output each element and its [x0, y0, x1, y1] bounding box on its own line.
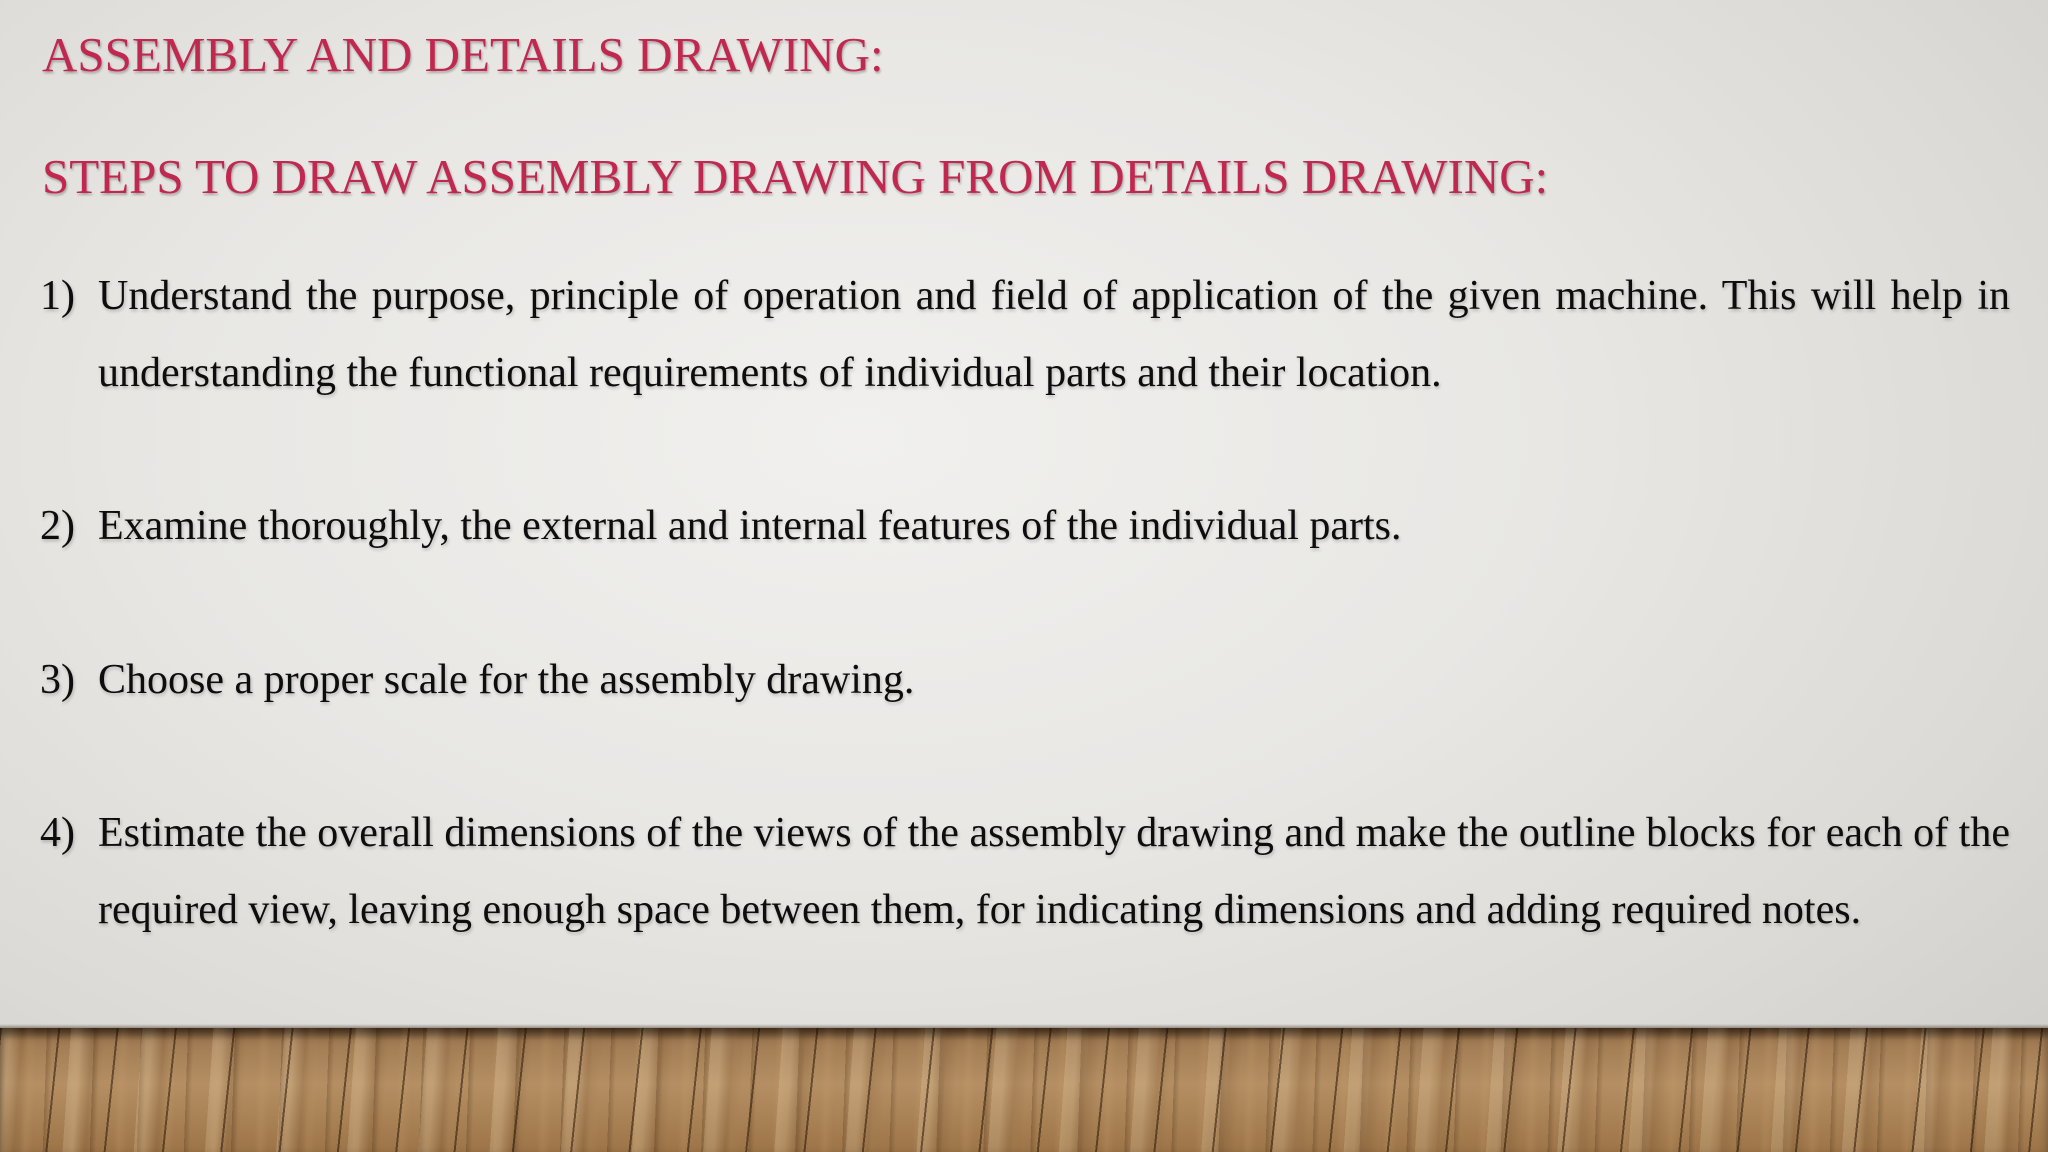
slide-title: ASSEMBLY AND DETAILS DRAWING: [42, 27, 884, 82]
step-number: 3) [40, 657, 75, 703]
step-text: Choose a proper scale for the assembly drawing. [98, 657, 915, 703]
step-item-1 [40, 258, 2010, 412]
step-number: 4) [40, 810, 75, 856]
slide-subtitle: STEPS TO DRAW ASSEMBLY DRAWING FROM DETAILS DRAWING: [42, 149, 1549, 204]
step-text: Estimate the overall dimensions of the views of the assembly drawing and make the outline blocks for each of the required view, leaving enough space between them, for indicating dimensions and adding required notes. [98, 810, 2010, 933]
step-number: 2) [40, 503, 75, 549]
wood-floor-decoration [0, 1028, 2048, 1152]
step-text: Understand the purpose, principle of operation and field of application of the given machine. This will help in understanding the functional requirements of individual parts and their location. [98, 273, 2010, 396]
step-text: Examine thoroughly, the external and internal features of the individual parts. [98, 503, 1402, 549]
step-item-3 [40, 642, 2010, 719]
step-item-4 [40, 795, 2010, 949]
step-item-2 [40, 488, 2010, 565]
step-number: 1) [40, 273, 75, 319]
